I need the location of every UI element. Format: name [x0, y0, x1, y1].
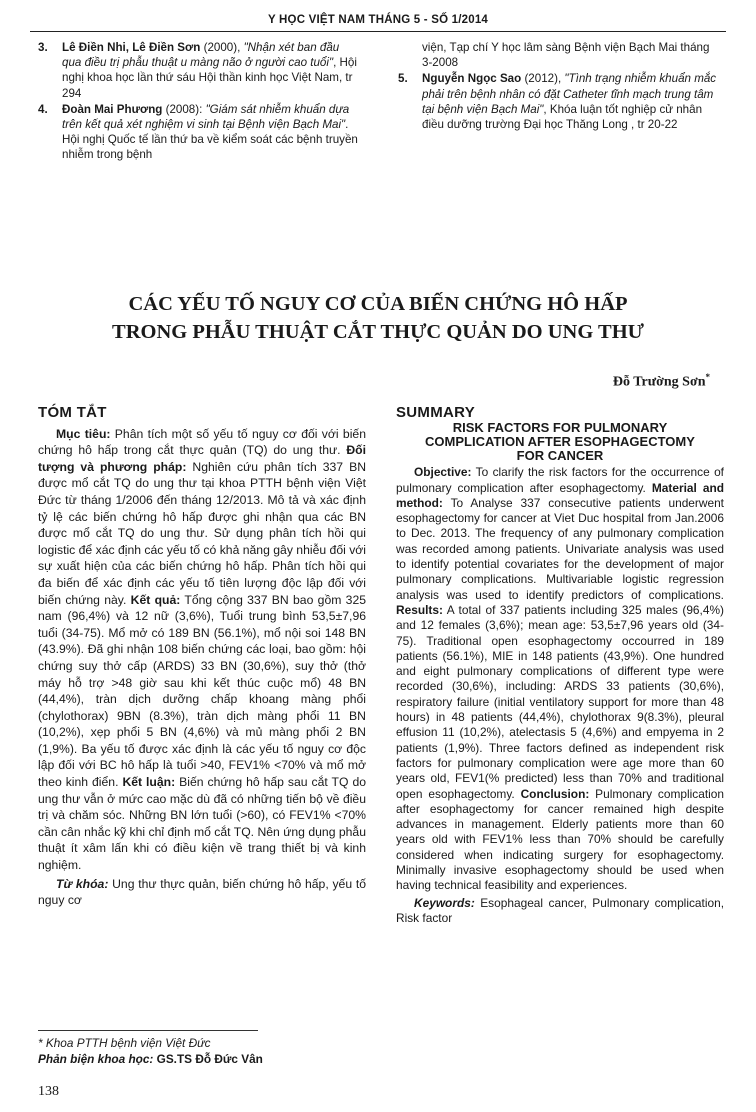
objective-label: Objective: — [414, 465, 472, 480]
doi-tuong-label: Đối tượng và phương pháp: — [38, 443, 366, 474]
reference-column-left — [38, 40, 360, 164]
keywords-paragraph — [396, 896, 724, 927]
summary-heading: SUMMARY — [396, 404, 476, 421]
summary-title — [396, 421, 724, 463]
reference-source: . Hội nghị Quốc tế lần thứ ba về kiểm soát các bệnh truyền nhiễm trong bệnh — [62, 118, 358, 162]
reviewer-label: Phản biện khoa học: — [38, 1052, 157, 1066]
reference-item — [398, 71, 720, 132]
summary-paragraph — [396, 465, 724, 893]
article-title — [0, 290, 756, 346]
footnote-rule — [38, 1030, 258, 1031]
abstract-paragraph — [38, 426, 366, 874]
material-text: To Analyse 337 consecutive patients underwent esophagectomy for cancer at Viet Duc hospital from Jan.2006 to Dec. 2013. The frequency of any pulmonary complication was recorded among patients. Univariate analysis was used to identify potential covariates for the development of major pulmonary complications. Multivariable logistic regression analysis was used to identify predictors of complications. — [396, 495, 724, 602]
summary-title-line3: FOR CANCER — [516, 448, 604, 464]
results-label: Results: — [396, 602, 443, 617]
footnote — [38, 1035, 368, 1067]
reference-item — [38, 40, 360, 101]
conclusion-text: Pulmonary complication after esophagectomy for cancer remained high despite advances in management. Elderly patients more than 60 years old with FEV1% less than 70% should be carefully considered when indicating surgery for esophagectomy. Minimally invasive esophagectomy should be used when having technical feasibility and experiences. — [396, 786, 724, 893]
reference-source: , Hội nghị khoa học lần thứ sáu Hội thần kinh học Việt Nam, tr 294 — [62, 56, 357, 100]
material-label: Material and method: — [396, 480, 724, 510]
reference-column-right — [398, 40, 720, 133]
summary-title-line1: RISK FACTORS FOR PULMONARY — [452, 420, 668, 436]
summary-title-line2: COMPLICATION AFTER ESOPHAGECTOMY — [425, 434, 695, 450]
article-title-line1: CÁC YẾU TỐ NGUY CƠ CỦA BIẾN CHỨNG HÔ HẤP — [128, 293, 628, 315]
reference-year: (2000), — [200, 41, 244, 54]
reference-year: (2008): — [162, 102, 206, 116]
ket-qua-label: Kết quả: — [130, 592, 181, 607]
reference-year: (2012), — [521, 72, 565, 86]
journal-header: Y HỌC VIỆT NAM THÁNG 5 - SỐ 1/2014 — [267, 14, 489, 26]
vietnamese-abstract — [38, 405, 366, 909]
tu-khoa-label: Từ khóa: — [56, 876, 109, 891]
tom-tat-heading: TÓM TẮT — [38, 404, 107, 421]
article-title-line2: TRONG PHẪU THUẬT CẮT THỰC QUẢN DO UNG THƯ — [112, 321, 644, 343]
reference-title: "Nhận xét ban đầu qua điều trị phẫu thuật u màng não ở người cao tuổi" — [62, 41, 340, 70]
ket-luan-text: Biến chứng hô hấp sau cắt TQ do ung thư vẫn ở mức cao mặc dù đã có những tiến bộ về điều trị và chăm sóc. Những BN lớn tuổi (>60), có FEV1% <70% cần cân nhắc kỹ khi chỉ định mổ cắt TQ. Nên ứng dụng phẫu thuật ít xâm lấn khi có điều kiện về trang thiết bị và kinh nghiệm. — [38, 775, 366, 873]
doi-tuong-text: Nghiên cứu phân tích 337 BN được mổ cắt TQ do ung thư tại khoa PTTH bệnh viện Việt Đức từ tháng 1/2006 đến tháng 12/2013. Mô tả và xác định tỷ lệ các biến chứng hô hấp được ghi nhận qua các BN được mổ cắt TQ do ung thư. Sử dụng phân tích hồi qui logistic để xác định các yếu tố có khả năng gây nhiễu đối với sự xuất hiện của các biến chứng hô hấp. Phân tích hồi qui đa biến để xác định các yếu tố tiên lượng độc lập đối với biến chứng này. — [38, 459, 367, 607]
page-number: 138 — [38, 1084, 59, 1099]
reference-author: Lê Điền Nhi, Lê Điền Sơn — [62, 41, 201, 54]
muc-tieu-label: Mục tiêu: — [56, 426, 111, 441]
reference-author: Đoàn Mai Phương — [62, 102, 163, 116]
author-mark: * — [705, 372, 710, 382]
header-rule — [30, 31, 726, 32]
reference-author: Nguyễn Ngọc Sao — [422, 72, 522, 86]
keywords-label: Keywords: — [414, 895, 475, 910]
keywords-text: Esophageal cancer, Pulmonary complication, Risk factor — [396, 895, 724, 925]
reference-title: "Tình trạng nhiễm khuẩn mắc phải trên bệnh nhân có đặt Catheter tĩnh mạch trung tâm tại bệnh viện Bạch Mai" — [422, 72, 717, 116]
english-summary — [396, 405, 724, 926]
reference-number: 4. — [38, 102, 48, 116]
conclusion-label: Conclusion: — [520, 786, 590, 801]
ket-qua-text: Tổng cộng 337 BN bao gồm 325 nam (96,4%) và 12 nữ (3,6%), Tuổi trung bình 53,5±7,96 tuổi (34-75). Mổ mở có 189 BN (56.1%), mổ nội soi 148 BN (43.9%). Đã ghi nhận 108 biến chứng các loại, bao gồm: hội chứng suy thở cấp (ARDS) 33 BN (30,6%), suy thở (thở máy hỗ trợ >48 giờ sau khi kết thúc cuộc mổ) 48 BN (44,4%), tràn dịch dưỡng chấp khoang màng phổi (chylothorax) 9BN (8.3%), tràn dịch màng phổi 11 BN (10,2%), xẹp phổi 5 BN (4,6%) và mủ màng phổi 2 BN (1,9%). Ba yếu tố được xác định là các yếu tố nguy cơ độc lập đối với BC hô hấp là tuổi >40, FEV1% <70% và mổ mở theo kinh điển. — [38, 592, 366, 790]
objective-text: To clarify the risk factors for the occurrence of pulmonary complication after esophagectomy. — [396, 465, 724, 495]
reference-source: , Khóa luận tốt nghiệp cử nhân điều dưỡng trường Đại học Thăng Long , tr 20-22 — [422, 102, 703, 132]
article-author — [613, 372, 710, 391]
reference-item — [38, 102, 360, 163]
ket-luan-label: Kết luận: — [122, 775, 176, 790]
results-text: A total of 337 patients including 325 males (96,4%) and 12 females (3,6%); mean age: 53,5±7,96 years old (34-75). Traditional open esophagectomy occourred in 189 patients (56.1%), MIE in 148 patients (43,9%). One hundred and eight pulmonary complications of different type were recorded (30,6%), including: ARDS 33 patients (30,6%), respiratory failure (initial ventilatory support for more than 48 hours) in 48 patients (44,4%), chylothorax 9(8.3%), pleural effusion 11 (10,2%), atelectasis 5 (4,6%) and empyema in 2 patients (1,9%). Three factors defined as independent risk factors for pulmonary complication were age more than 60 years old, FEV1(% predicted) less than 70% and traditional open esophagectomy. — [396, 602, 724, 801]
tu-khoa-paragraph — [38, 876, 366, 909]
reference-title: "Giám sát nhiễm khuẩn dựa trên kết quả xét nghiệm vi sinh tại Bệnh viện Bạch Mai" — [62, 102, 350, 132]
author-name: Đỗ Trường Sơn — [612, 374, 706, 390]
reviewer-note — [38, 1051, 368, 1067]
reference-continuation-text: viện, Tạp chí Y học lâm sàng Bệnh viện Bạch Mai tháng 3-2008 — [422, 41, 710, 70]
reference-continuation — [398, 40, 720, 70]
reference-number: 5. — [398, 72, 408, 86]
tu-khoa-text: Ung thư thực quản, biến chứng hô hấp, yếu tố nguy cơ — [38, 876, 366, 908]
affiliation-note: * Khoa PTTH bệnh viện Việt Đức — [38, 1036, 211, 1050]
reference-number: 3. — [38, 41, 48, 54]
reviewer-name: GS.TS Đỗ Đức Vân — [156, 1052, 263, 1066]
muc-tieu-text: Phân tích một số yếu tố nguy cơ đối với biến chứng hô hấp trong cắt thực quản (TQ) do ung thư. — [38, 426, 366, 458]
